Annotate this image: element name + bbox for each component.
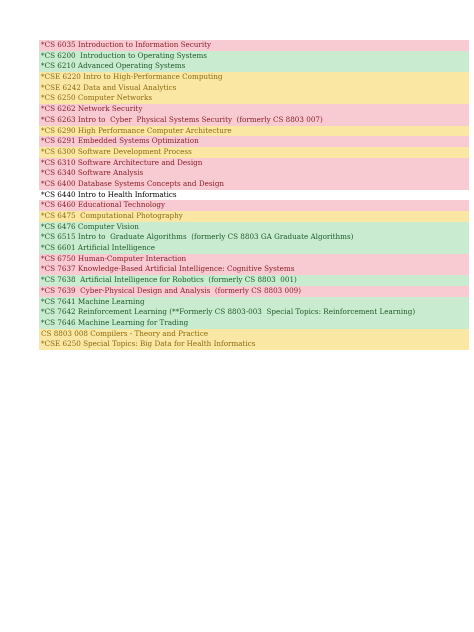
course-row: *CS 6035 Introduction to Information Security [39, 40, 469, 51]
course-row: *CS 6340 Software Analysis [39, 168, 469, 179]
course-row: *CS 6250 Computer Networks [39, 93, 469, 104]
course-list [39, 40, 469, 350]
course-row: *CS 6440 Intro to Health Informatics [39, 190, 469, 201]
course-row: *CS 7638 Artificial Intelligence for Robotics (formerly CS 8803 001) [39, 275, 469, 286]
course-row: *CS 7641 Machine Learning [39, 297, 469, 308]
course-row: *CS 6460 Educational Technology [39, 200, 469, 211]
course-row: *CS 7642 Reinforcement Learning (**Formerly CS 8803-003 Special Topics: Reinforcement Learning) [39, 307, 469, 318]
course-row: *CSE 6242 Data and Visual Analytics [39, 83, 469, 94]
course-row: *CS 7646 Machine Learning for Trading [39, 318, 469, 329]
course-row: *CS 6300 Software Development Process [39, 147, 469, 158]
course-row: *CS 6310 Software Architecture and Design [39, 158, 469, 169]
course-row: *CS 6262 Network Security [39, 104, 469, 115]
course-row: *CSE 6250 Special Topics: Big Data for Health Informatics [39, 339, 469, 350]
course-row: *CSE 6220 Intro to High-Performance Computing [39, 72, 469, 83]
course-row: *CS 6263 Intro to Cyber Physical Systems Security (formerly CS 8803 007) [39, 115, 469, 126]
course-row: CS 8803 008 Compilers - Theory and Practice [39, 329, 469, 340]
course-row: *CS 6291 Embedded Systems Optimization [39, 136, 469, 147]
course-row: *CS 6290 High Performance Computer Architecture [39, 126, 469, 137]
course-row: *CS 6750 Human-Computer Interaction [39, 254, 469, 265]
course-row: *CS 6200 Introduction to Operating Systems [39, 51, 469, 62]
course-row: *CS 6601 Artificial Intelligence [39, 243, 469, 254]
course-row: *CS 6476 Computer Vision [39, 222, 469, 233]
course-row: *CS 6210 Advanced Operating Systems [39, 61, 469, 72]
course-row: *CS 6515 Intro to Graduate Algorithms (formerly CS 8803 GA Graduate Algorithms) [39, 232, 469, 243]
course-row: *CS 6400 Database Systems Concepts and Design [39, 179, 469, 190]
course-row: *CS 6475 Computational Photography [39, 211, 469, 222]
course-row: *CS 7637 Knowledge-Based Artificial Intelligence: Cognitive Systems [39, 264, 469, 275]
course-row: *CS 7639 Cyber-Physical Design and Analysis (formerly CS 8803 009) [39, 286, 469, 297]
